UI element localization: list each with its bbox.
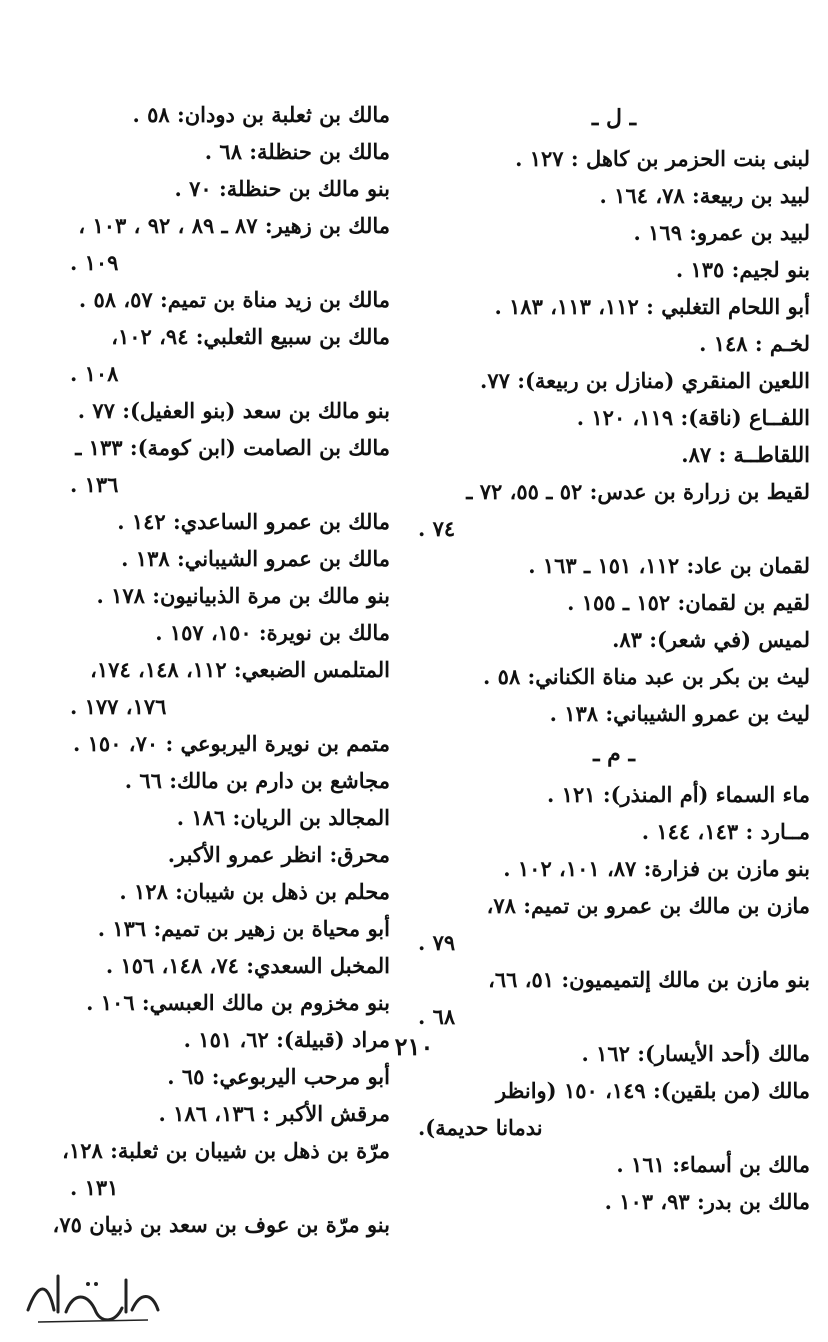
index-entry-continuation: ٦٨ . (418, 1004, 456, 1029)
index-entry: اللعين المنقري (منازل بن ربيعة): ٧٧. (480, 368, 810, 393)
index-entry-continuation: ١٣١ . (70, 1175, 119, 1200)
index-entry: لبيد بن ربيعة: ٧٨، ١٦٤ . (599, 183, 810, 208)
logo-calligraphy-icon (18, 1262, 168, 1332)
index-entry: لقمان بن عاد: ١١٢، ١٥١ ـ ١٦٣ . (528, 553, 810, 578)
index-entry: المتلمس الضبعي: ١١٢، ١٤٨، ١٧٤، (90, 657, 390, 682)
index-entry: مازن بن مالك بن عمرو بن تميم: ٧٨، (486, 893, 810, 918)
index-entry: المخبل السعدي: ٧٤، ١٤٨، ١٥٦ . (105, 953, 390, 978)
index-entry: بنو مازن بن مالك إلتميميون: ٥١، ٦٦، (488, 967, 810, 992)
section-letter-header: ـ م ـ (593, 741, 635, 767)
index-column-left (52, 96, 390, 1243)
index-entry: مالك بن الصامت (ابن كومة): ١٣٣ ـ (75, 435, 390, 460)
index-entry: بنو مالك بن سعد (بنو العفيل): ٧٧ . (77, 398, 390, 423)
index-entry: بنو مرّة بن عوف بن سعد بن ذبيان ٧٥، (52, 1212, 390, 1237)
index-entry: أبو اللحام التغلبي : ١١٢، ١١٣، ١٨٣ . (494, 294, 810, 319)
index-entry: مالك بن زهير: ٨٧ ـ ٨٩ ، ٩٢ ، ١٠٣ ، (78, 213, 390, 238)
index-entry: مرقش الأكبر : ١٣٦، ١٨٦ . (158, 1101, 390, 1126)
index-entry: بنو مالك بن مرة الذبيانيون: ١٧٨ . (96, 583, 390, 608)
index-entry: ماء السماء (أم المنذر): ١٢١ . (547, 782, 810, 807)
index-entry: محرق: انظر عمرو الأكبر. (167, 842, 390, 867)
index-entry: مالك (أحد الأيسار): ١٦٢ . (581, 1041, 810, 1066)
index-entry: لقيم بن لقمان: ١٥٢ ـ ١٥٥ . (567, 590, 810, 615)
index-entry: بنو مالك بن حنظلة: ٧٠ . (174, 176, 390, 201)
index-entry: أبو مرحب اليربوعي: ٦٥ . (167, 1064, 390, 1089)
index-entry: المجالد بن الريان: ١٨٦ . (176, 805, 390, 830)
index-entry: أبو محياة بن زهير بن تميم: ١٣٦ . (97, 916, 390, 941)
index-entry-continuation: ١٠٨ . (70, 361, 119, 386)
index-entry: بنو مازن بن فزارة: ٨٧، ١٠١، ١٠٢ . (503, 856, 810, 881)
index-entry: مراد (قبيلة): ٦٢، ١٥١ . (183, 1027, 390, 1052)
index-entry: محلم بن ذهل بن شيبان: ١٢٨ . (119, 879, 390, 904)
index-entry: لبيد بن عمرو: ١٦٩ . (633, 220, 810, 245)
index-entry-continuation: ٧٩ . (418, 930, 456, 955)
index-entry: مرّة بن ذهل بن شيبان بن ثعلبة: ١٢٨، (62, 1138, 390, 1163)
section-letter-header: ـ ل ـ (591, 105, 637, 131)
index-entry: ليث بن بكر بن عبد مناة الكناني: ٥٨ . (483, 664, 810, 689)
index-entry: اللقاطــة : ٨٧. (681, 442, 810, 467)
index-entry-continuation: ١٠٩ . (70, 250, 119, 275)
index-entry: مــارد : ١٤٣، ١٤٤ . (641, 819, 810, 844)
index-entry: مجاشع بن دارم بن مالك: ٦٦ . (124, 768, 390, 793)
index-entry-continuation: ١٣٦ . (70, 472, 119, 497)
index-entry: مالك بن عمرو الساعدي: ١٤٢ . (117, 509, 390, 534)
index-entry: مالك بن سبيع الثعلبي: ٩٤، ١٠٢، (111, 324, 390, 349)
index-entry-continuation: ١٧٦، ١٧٧ . (70, 694, 167, 719)
index-entry-continuation: ٧٤ . (418, 516, 456, 541)
index-entry: مالك بن حنظلة: ٦٨ . (204, 139, 390, 164)
index-entry: بنو لجيم: ١٣٥ . (675, 257, 810, 282)
index-entry: مالك بن زيد مناة بن تميم: ٥٧، ٥٨ . (78, 287, 390, 312)
index-entry: ليث بن عمرو الشيباني: ١٣٨ . (549, 701, 810, 726)
index-entry: لقيط بن زرارة بن عدس: ٥٢ ـ ٥٥، ٧٢ ـ (466, 479, 810, 504)
index-entry: لميس (في شعر): ٨٣. (612, 627, 810, 652)
index-entry: مالك (من بلقين): ١٤٩، ١٥٠ (وانظر (496, 1078, 810, 1103)
index-entry: مالك بن ثعلبة بن دودان: ٥٨ . (132, 102, 390, 127)
index-entry-continuation: ندمانا حديمة). (418, 1115, 543, 1140)
page-number: ٢١٠ (394, 1032, 434, 1061)
index-entry: لخـم : ١٤٨ . (699, 331, 810, 356)
index-entry: مالك بن نويرة: ١٥٠، ١٥٧ . (155, 620, 390, 645)
index-entry: متمم بن نويرة اليربوعي : ٧٠، ١٥٠ . (73, 731, 390, 756)
index-entry: مالك بن بدر: ٩٣، ١٠٣ . (604, 1189, 810, 1214)
publisher-logo (18, 1262, 168, 1332)
index-entry: اللفــاع (ناقة): ١١٩، ١٢٠ . (576, 405, 810, 430)
index-entry: مالك بن عمرو الشيباني: ١٣٨ . (121, 546, 390, 571)
index-entry: بنو مخزوم بن مالك العبسي: ١٠٦ . (86, 990, 390, 1015)
index-entry: مالك بن أسماء: ١٦١ . (616, 1152, 810, 1177)
index-entry: لبنى بنت الحزمر بن كاهل : ١٢٧ . (515, 146, 810, 171)
